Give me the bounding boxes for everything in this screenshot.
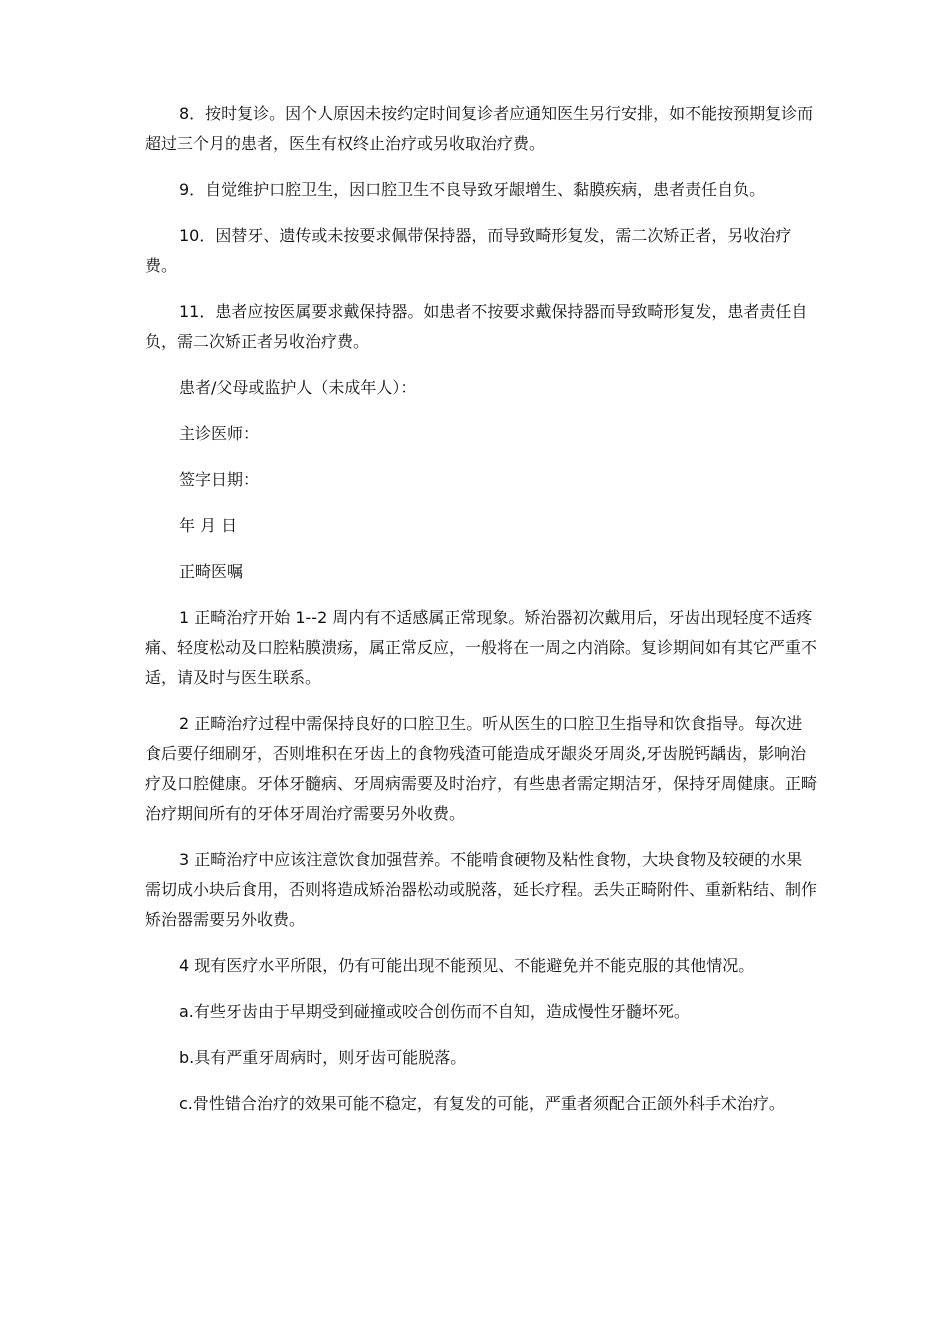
clause-8: 8．按时复诊。因个人原因未按约定时间复诊者应通知医生另行安排，如不能按预期复诊而超过三个月的患者，医生有权终止治疗或另收取治疗费。 — [145, 104, 814, 153]
date-format-line: 年 月 日 — [179, 516, 238, 535]
instruction-4a: a.有些牙齿由于早期受到碰撞或咬合创伤而不自知，造成慢性牙髓坏死。 — [179, 1002, 690, 1021]
orthodontic-instructions-heading: 正畸医嘱 — [179, 562, 244, 581]
clause-11: 11．患者应按医属要求戴保持器。如患者不按要求戴保持器而导致畸形复发，患者责任自负，需二次矫正者另收治疗费。 — [145, 302, 808, 351]
instruction-3: 3 正畸治疗中应该注意饮食加强营养。不能啃食硬物及粘性食物，大块食物及较硬的水果需切成小块后食用，否则将造成矫治器松动或脱落，延长疗程。丢失正畸附件、重新粘结、制作矫治器需要另外收费。 — [145, 850, 818, 929]
document-body — [145, 99, 817, 1135]
instruction-4b: b.具有严重牙周病时，则牙齿可能脱落。 — [179, 1048, 467, 1067]
instruction-4: 4 现有医疗水平所限，仍有可能出现不能预见、不能避免并不能克服的其他情况。 — [179, 956, 755, 975]
doctor-signature-line: 主诊医师： — [179, 424, 260, 443]
instruction-1: 1 正畸治疗开始 1--2 周内有不适感属正常现象。矫治器初次戴用后，牙齿出现轻度不适疼痛、轻度松动及口腔粘膜溃疡，属正常反应，一般将在一周之内消除。复诊期间如有其它严重不适，请及时与医生联系。 — [145, 608, 818, 687]
signature-date-line: 签字日期： — [179, 470, 260, 489]
instruction-4c: c.骨性错合治疗的效果可能不稳定，有复发的可能，严重者须配合正颌外科手术治疗。 — [179, 1094, 785, 1113]
clause-9: 9．自觉维护口腔卫生，因口腔卫生不良导致牙龈增生、黏膜疾病，患者责任自负。 — [179, 180, 766, 199]
clause-10: 10．因替牙、遗传或未按要求佩带保持器，而导致畸形复发，需二次矫正者，另收治疗费。 — [145, 226, 792, 275]
patient-signature-line: 患者/父母或监护人（未成年人）： — [179, 378, 417, 397]
instruction-2: 2 正畸治疗过程中需保持良好的口腔卫生。听从医生的口腔卫生指导和饮食指导。每次进食后要仔细刷牙，否则堆积在牙齿上的食物残渣可能造成牙龈炎牙周炎,牙齿脱钙龋齿，影响治疗及口腔健康。牙体牙髓病、牙周病需要及时治疗，有些患者需定期洁牙，保持牙周健康。正畸治疗期间所有的牙体牙周治疗需要另外收费。 — [145, 714, 818, 823]
